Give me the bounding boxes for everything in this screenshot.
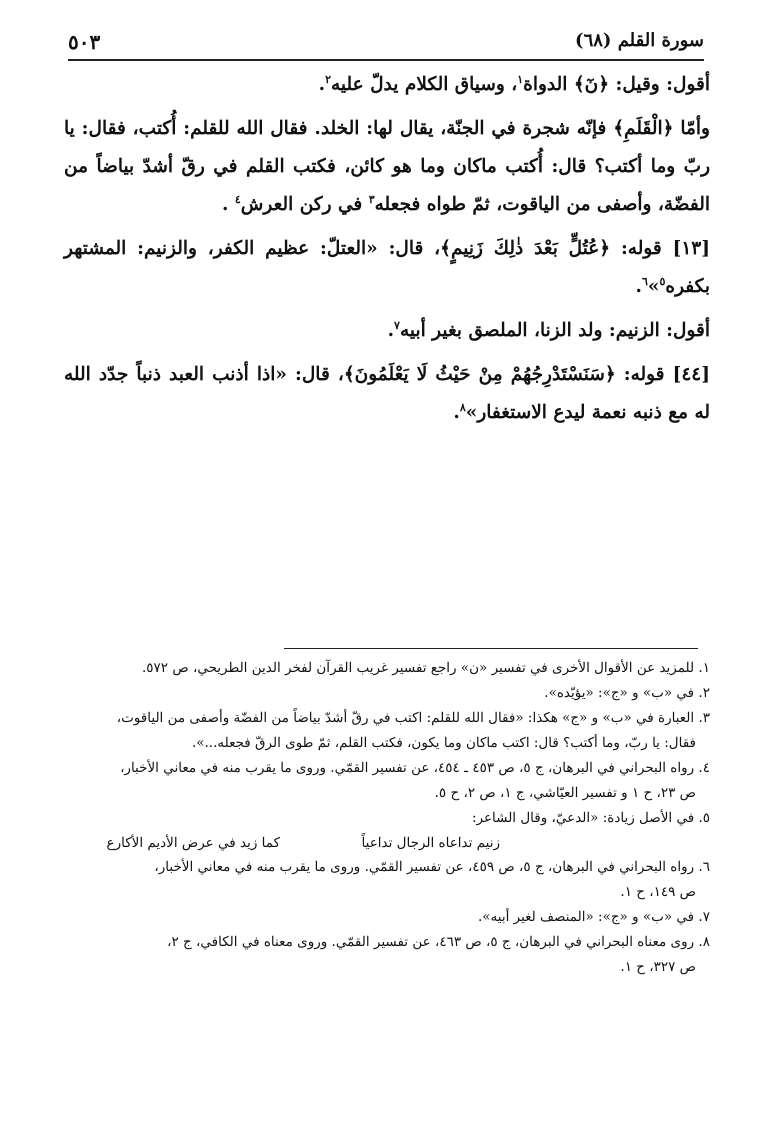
footnote-6: ٦. رواه البحراني في البرهان، ج ٥، ص ٤٥٩، عن تفسير القمّي. وروى ما يقرب منه في معاني الأخبار،: [154, 859, 710, 875]
footnote-ref: ٢: [325, 72, 332, 86]
paragraph-text: في ركن العرش: [240, 194, 369, 215]
page-header: [68, 30, 704, 54]
footnote-7: ٧. في «ب» و «ج»: «المنصف لغير أبيه».: [477, 909, 710, 925]
footnote-3: ٣. العبارة في «ب» و «ج» هكذا: «فقال الله للقلم: اكتب في رقّ أشدّ بياضاً من الفضّة وأصفى من الياقوت،: [116, 710, 710, 726]
paragraph-4: [64, 312, 710, 350]
paragraph-text: أقول: الزنيم: ولد الزنا، الملصق بغير أبيه: [399, 320, 710, 341]
footnote-ref: ٦: [641, 274, 648, 288]
footnote-5: ٥. في الأصل زيادة: «الدعيّ، وقال الشاعر:: [471, 810, 710, 826]
footnote-1: ١. للمزيد عن الأقوال الأخرى في تفسير «ن» راجع تفسير غريب القرآن لفخر الدين الطريحي، ص ٥٧٢.: [142, 660, 710, 676]
footnote-ref: ٧: [394, 318, 400, 332]
footnote-6-continued: ص ١٤٩، ح ١.: [620, 884, 696, 900]
footnote-ref: ٨: [459, 400, 466, 414]
header-divider: [68, 59, 704, 61]
paragraph-text: [٤٤] قوله: ﴿سَنَسْتَدْرِجُهُمْ مِنْ حَيْثُ لَا يَعْلَمُونَ﴾، قال: «اذا أذنب العبد ذنباً جدّد الله له مع ذنبه نعمة ليدع الاستغفار»: [64, 364, 710, 423]
footnote-8-continued: ص ٣٢٧، ح ١.: [620, 959, 696, 975]
footnote-3-continued: فقال: يا ربّ، وما أكتب؟ قال: اكتب ماكان وما يكون، فكتب القلم، ثمّ طوى الرقّ فجعله...».: [191, 735, 696, 751]
paragraph-2: [64, 110, 710, 224]
footnote-ref: ٤: [234, 192, 241, 206]
paragraph-1: [64, 66, 710, 104]
paragraph-text: [١٣] قوله: ﴿عُتُلٍّ بَعْدَ ذٰلِكَ زَنِيمٍ﴾، قال: «العتلّ: عظيم الكفر، والزنيم: المشتهر بكفره: [64, 238, 710, 297]
footnote-4: ٤. رواه البحراني في البرهان، ج ٥، ص ٤٥٣ ـ ٤٥٤، عن تفسير القمّي. وروى ما يقرب منه في معاني الأخبار،: [120, 760, 710, 776]
footnote-2: ٢. في «ب» و «ج»: «يؤيّده».: [544, 685, 710, 701]
footnote-ref: ٣: [368, 192, 375, 206]
paragraph-text: أقول: وقيل: ﴿نٓ﴾ الدواة: [523, 74, 710, 95]
footnote-divider: [284, 648, 698, 649]
paragraph-text: .: [318, 74, 326, 95]
paragraph-text: وأمّا ﴿الْقَلَمِ﴾ فإنّه شجرة في الجنّة، يقال لها: الخلد. فقال الله للقلم: أُكتب، فقال: يا ربّ وما أكتب؟ قال: أُكتب ماكان وما هو كائن، فكتب القلم في رقّ أشدّ بياضاً من الفضّة، وأصفى من الياقوت، ثمّ طواه فجعله: [64, 118, 710, 215]
footnotes: [64, 656, 710, 980]
paragraph-text: .: [387, 320, 395, 341]
poetry-verse: [64, 831, 710, 855]
footnote-ref: ٥: [659, 274, 666, 288]
paragraph-text: .: [635, 276, 642, 297]
verse-first-hemistich: زنيم تداعاه الرجال تداعياً: [361, 835, 500, 851]
paragraph-5: [64, 356, 710, 432]
paragraph-text: ، وسياق الكلام يدلّ عليه: [331, 74, 518, 95]
main-text: [64, 66, 710, 432]
paragraph-text: .: [221, 194, 235, 215]
verse-second-hemistich: كما زيد في عرض الأديم الأكارع: [106, 835, 280, 851]
page-number: ٥٠٣: [68, 30, 101, 54]
paragraph-text: .: [453, 402, 460, 423]
footnote-ref: ١: [517, 72, 524, 86]
surah-title: سورة القلم (٦٨): [575, 30, 704, 51]
paragraph-3: [64, 230, 710, 306]
paragraph-text: »: [647, 276, 660, 297]
footnote-8: ٨. روى معناه البحراني في البرهان، ج ٥، ص ٤٦٣، عن تفسير القمّي. وروى معناه في الكافي، ج ٢،: [167, 934, 710, 950]
footnote-4-continued: ص ٢٣، ح ١ و تفسير العيّاشي، ج ١، ص ٢، ح ٥.: [434, 785, 696, 801]
